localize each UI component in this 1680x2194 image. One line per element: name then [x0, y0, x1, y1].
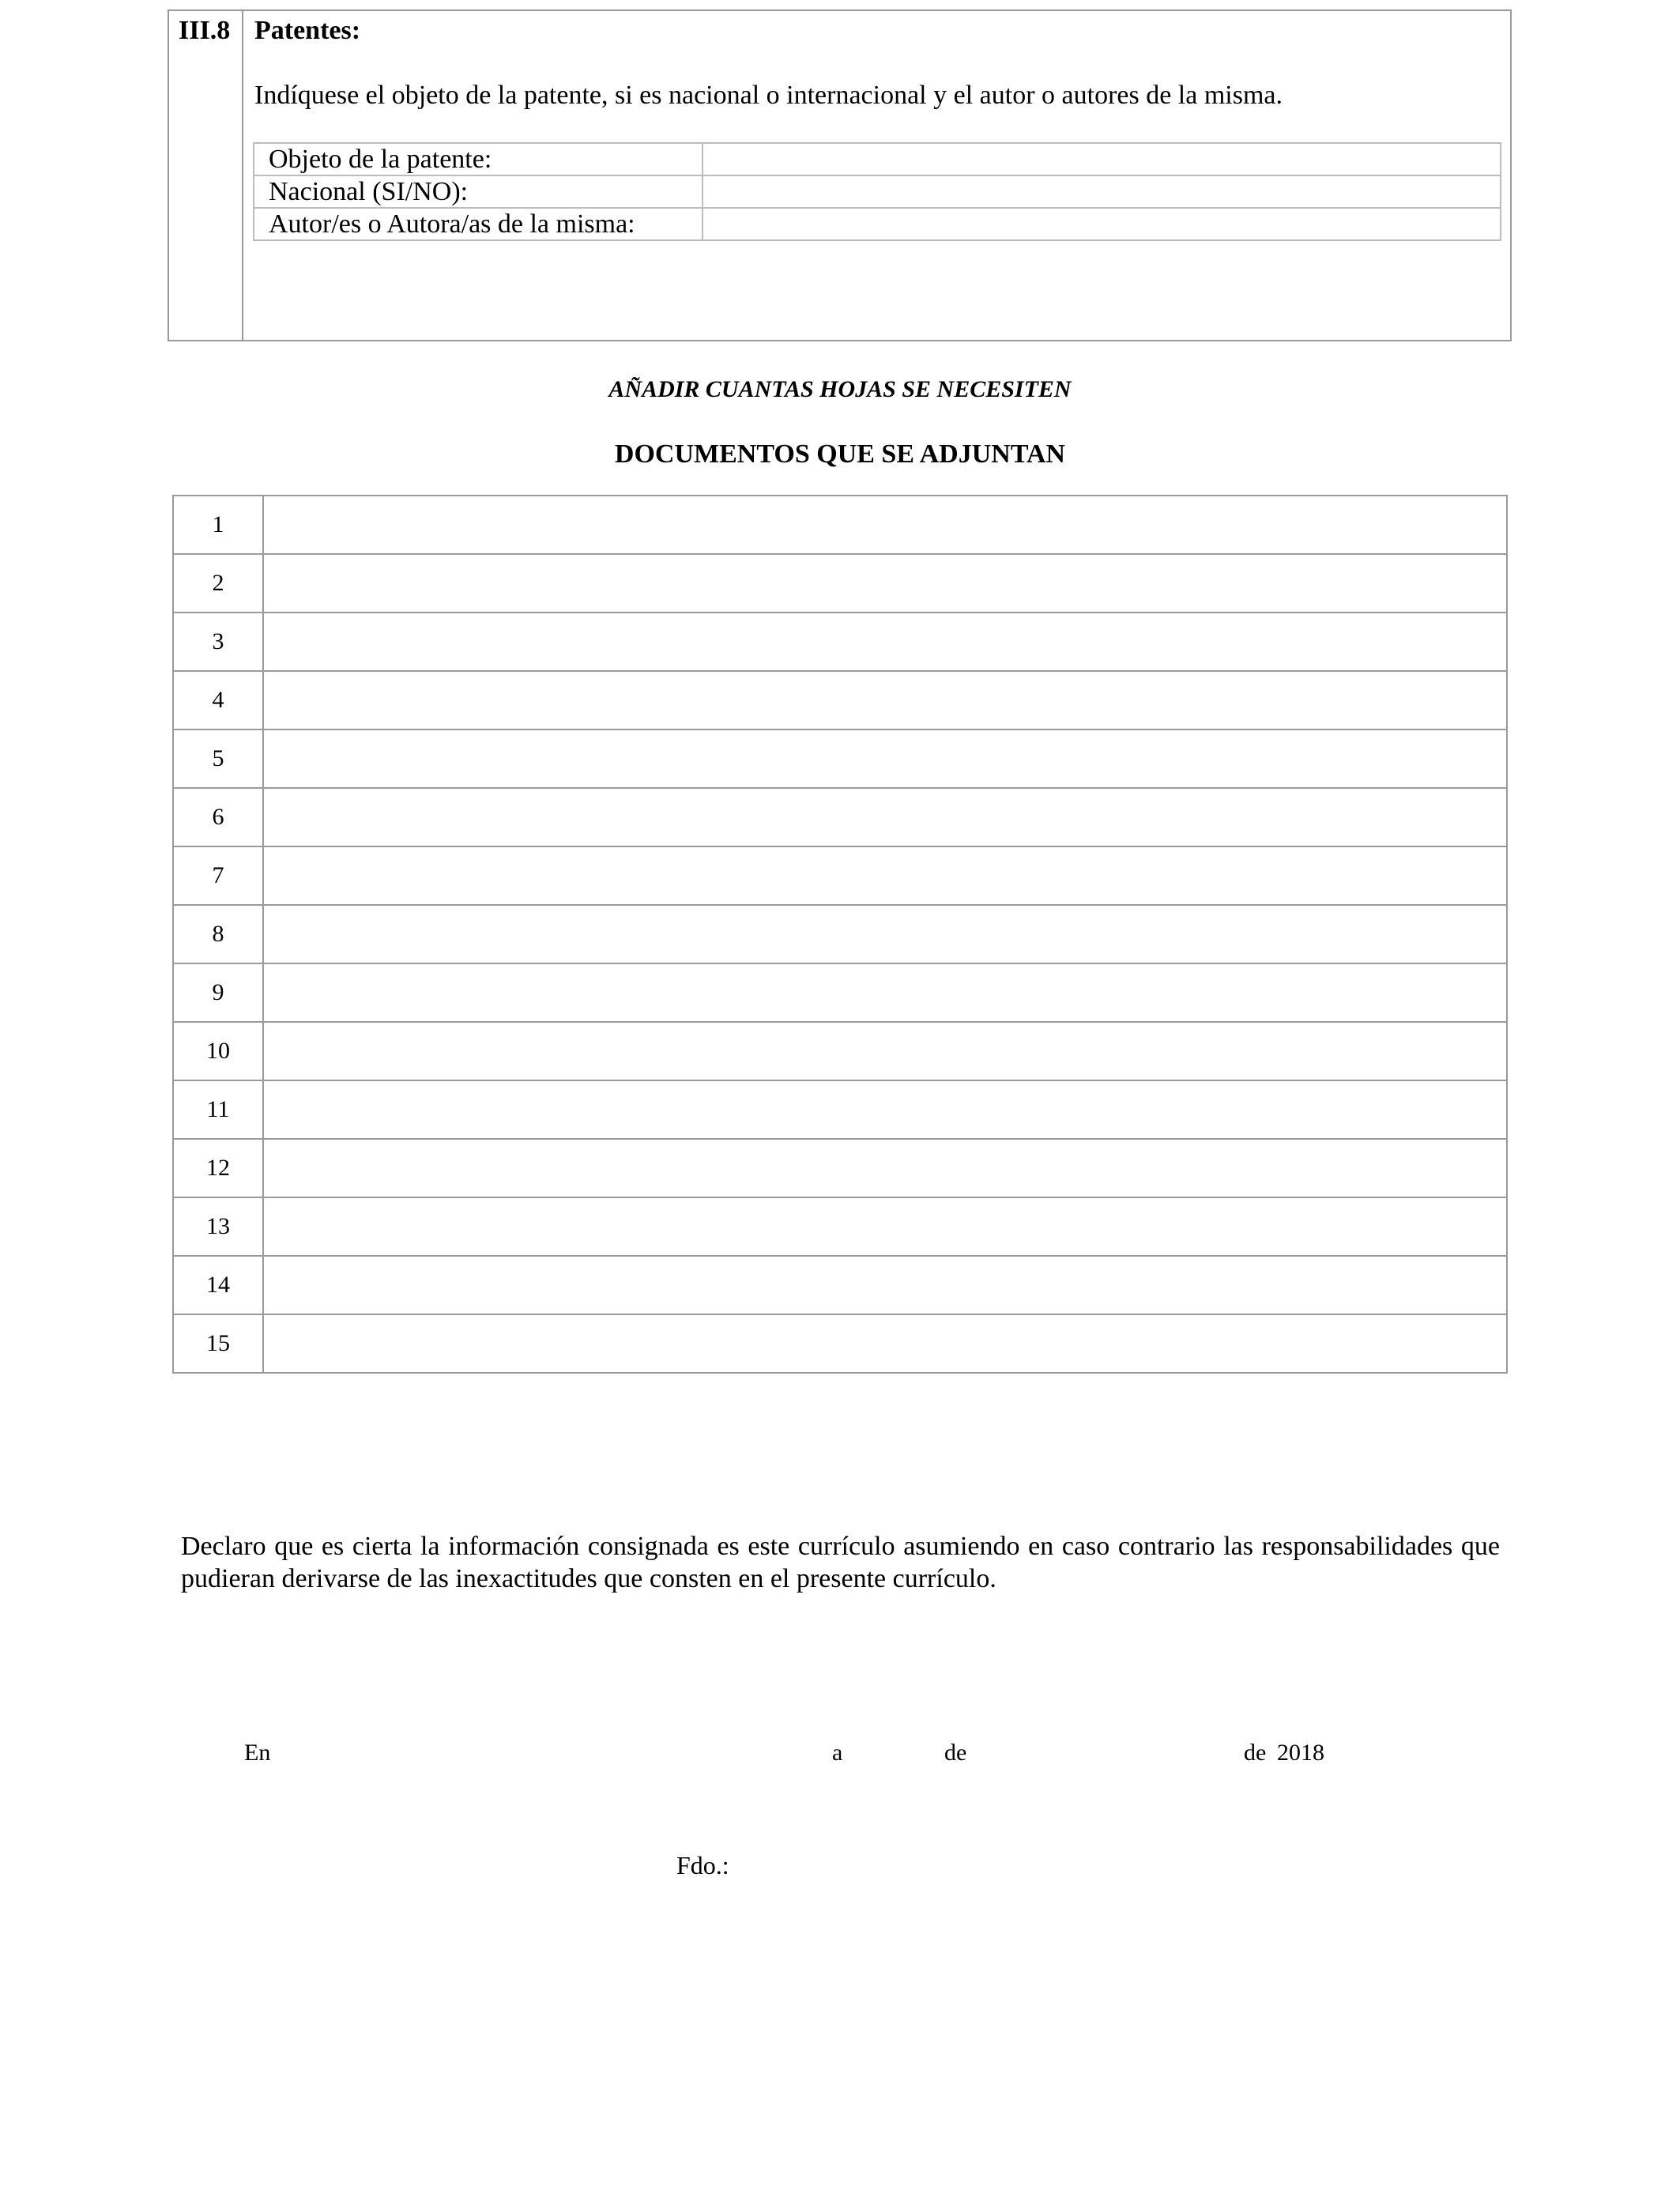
document-row — [173, 788, 1507, 846]
document-entry-field[interactable] — [263, 1080, 1507, 1139]
document-row-number: 11 — [173, 1080, 263, 1139]
document-row — [173, 1314, 1507, 1373]
section-instruction: Indíquese el objeto de la patente, si es nacional o internacional y el autor o autores de la misma. — [254, 81, 1283, 110]
document-row-number: 4 — [173, 671, 263, 729]
document-row — [173, 963, 1507, 1022]
document-entry-field[interactable] — [263, 496, 1507, 554]
document-entry-field[interactable] — [263, 788, 1507, 846]
signature-label: Fdo.: — [676, 1851, 729, 1879]
document-row-number: 8 — [173, 905, 263, 963]
document-row-number: 2 — [173, 554, 263, 613]
patent-object-label: Objeto de la patente: — [254, 143, 703, 175]
patent-authors-field[interactable] — [703, 208, 1501, 240]
document-entry-field[interactable] — [263, 905, 1507, 963]
document-row-number: 1 — [173, 496, 263, 554]
date-place-label: En — [244, 1740, 271, 1766]
patent-field-row — [254, 143, 1501, 175]
document-row-number: 3 — [173, 613, 263, 671]
documents-table — [172, 495, 1508, 1374]
date-month-label: de — [944, 1740, 967, 1766]
document-row — [173, 905, 1507, 963]
document-entry-field[interactable] — [263, 613, 1507, 671]
patent-object-field[interactable] — [703, 143, 1501, 175]
document-row-number: 6 — [173, 788, 263, 846]
document-row — [173, 671, 1507, 729]
date-day-label: a — [832, 1740, 843, 1766]
section-number-column — [169, 11, 243, 340]
document-entry-field[interactable] — [263, 1256, 1507, 1314]
document-row-number: 15 — [173, 1314, 263, 1373]
document-row — [173, 1080, 1507, 1139]
patent-authors-label: Autor/es o Autora/as de la misma: — [254, 208, 703, 240]
document-row — [173, 613, 1507, 671]
document-row-number: 14 — [173, 1256, 263, 1314]
documents-heading: DOCUMENTOS QUE SE ADJUNTAN — [614, 439, 1066, 469]
patent-field-row — [254, 175, 1501, 208]
document-row-number: 13 — [173, 1197, 263, 1256]
document-row — [173, 1197, 1507, 1256]
document-row — [173, 1256, 1507, 1314]
document-entry-field[interactable] — [263, 554, 1507, 613]
section-title: Patentes: — [254, 16, 361, 45]
patent-national-field[interactable] — [703, 175, 1501, 208]
patentes-section — [168, 9, 1512, 341]
date-year-label: de — [1244, 1740, 1267, 1766]
document-row — [173, 496, 1507, 554]
document-row-number: 7 — [173, 846, 263, 905]
patent-national-label: Nacional (SI/NO): — [254, 175, 703, 208]
section-number: III.8 — [179, 16, 231, 45]
document-entry-field[interactable] — [263, 671, 1507, 729]
document-entry-field[interactable] — [263, 729, 1507, 788]
document-row — [173, 729, 1507, 788]
document-entry-field[interactable] — [263, 963, 1507, 1022]
add-pages-note: AÑADIR CUANTAS HOJAS SE NECESITEN — [608, 376, 1072, 402]
document-row — [173, 554, 1507, 613]
patent-fields-table — [253, 142, 1501, 241]
document-entry-field[interactable] — [263, 1314, 1507, 1373]
document-entry-field[interactable] — [263, 1197, 1507, 1256]
document-row-number: 12 — [173, 1139, 263, 1197]
patent-field-row — [254, 208, 1501, 240]
document-row-number: 10 — [173, 1022, 263, 1080]
document-entry-field[interactable] — [263, 1139, 1507, 1197]
document-row-number: 5 — [173, 729, 263, 788]
document-entry-field[interactable] — [263, 846, 1507, 905]
date-year: 2018 — [1277, 1740, 1324, 1766]
declaration-text: Declaro que es cierta la información consignada es este currículo asumiendo en caso contrario las responsabilidades que pudieran derivarse de las inexactitudes que consten en el presente currículo. — [181, 1532, 1500, 1593]
document-entry-field[interactable] — [263, 1022, 1507, 1080]
document-row-number: 9 — [173, 963, 263, 1022]
document-row — [173, 1139, 1507, 1197]
document-row — [173, 1022, 1507, 1080]
document-row — [173, 846, 1507, 905]
